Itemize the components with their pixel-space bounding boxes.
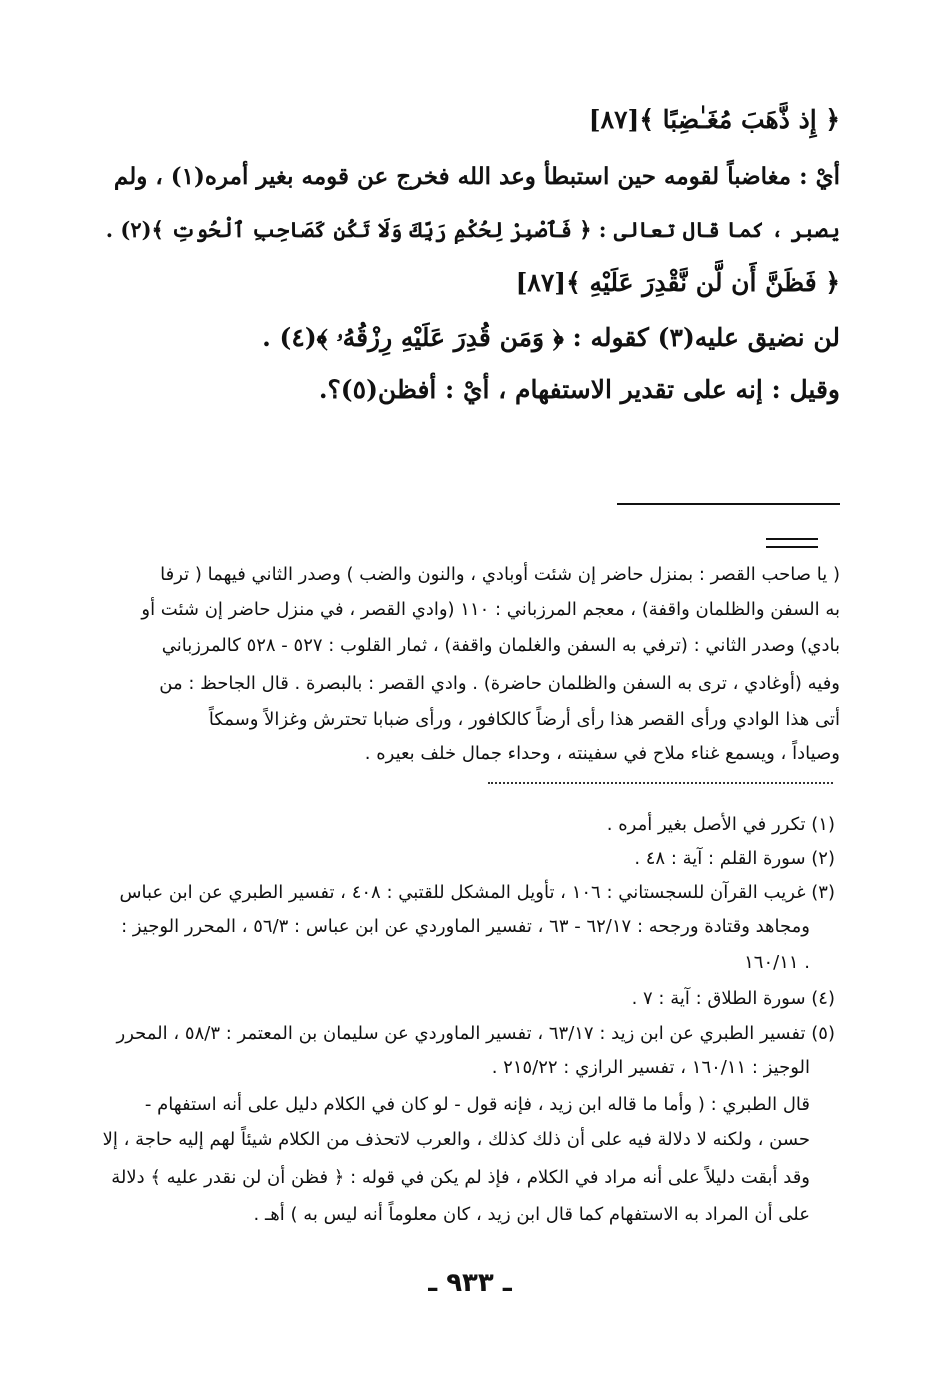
double-rule bbox=[766, 538, 818, 548]
footnote-4: (٤) سورة الطلاق : آية : ٧ . bbox=[631, 988, 835, 1009]
footnote-3-cont: ١٦٠/١١ . bbox=[744, 952, 810, 973]
context-line: وفيه (أوغادي ، ترى به السفن والظلمان حاضرة) . وادي القصر : بالبصرة . قال الجاحظ : من bbox=[159, 673, 840, 694]
footnote-1: (١) تكرر في الأصل بغير أمره . bbox=[606, 814, 835, 835]
main-text-line: لن نضيق عليه(٣) كقوله : ﴿ وَمَن قُدِرَ عَلَيْهِ رِزْقُهُۥ ﴾(٤) . bbox=[262, 323, 840, 352]
footnote-5: (٥) تفسير الطبري عن ابن زيد : ٦٣/١٧ ، تفسير الماوردي عن سليمان بن المعتمر : ٥٨/٣ ، المحرر bbox=[116, 1023, 835, 1044]
main-text-line: يصبر ، كما قال تعالى : ﴿ فَٱصْبِرْ لِحُكْمِ رَبِّكَ وَلَا تَكُن كَصَاحِبِ ٱلْحُوتِ ﴾(٢) . bbox=[105, 217, 840, 242]
context-line: به السفن والظلمان واقفة) ، معجم المرزباني : ١١٠ (وادي القصر ، في منزل حاضر إن شئت أو bbox=[141, 599, 840, 620]
main-text-line: وقيل : إنه على تقدير الاستفهام ، أيْ : أفظن(٥)؟. bbox=[318, 375, 840, 404]
footnote-3-cont: ومجاهد وقتادة ورجحه : ٦٢/١٧ - ٦٣ ، تفسير الماوردي عن ابن عباس : ٥٦/٣ ، المحرر الوجيز : bbox=[121, 916, 810, 937]
footnote-5-quote: قال الطبري : ( وأما ما قاله ابن زيد ، فإنه قول - لو كان في الكلام دليل على أنه استفهام - bbox=[144, 1094, 810, 1115]
main-text-line: أيْ : مغاضباً لقومه حين استبطأ وعد الله فخرج عن قومه بغير أمره(١) ، ولم bbox=[113, 163, 840, 190]
context-line: بادي) وصدر الثاني : (ترفي به السفن والغلمان واقفة) ، ثمار القلوب : ٥٢٧ - ٥٢٨ كالمرزباني bbox=[161, 635, 840, 656]
context-line: أتى هذا الوادي ورأى القصر هذا رأى أرضاً كالكافور ، ورأى ضبابا تحترش وغزالاً وسمكاً bbox=[208, 709, 840, 730]
context-line: وصياداً ، ويسمع غناء ملاح في سفينته ، وحداء جمال خلف بعيره . bbox=[364, 743, 840, 764]
page-number: ـ ٩٣٣ ـ bbox=[428, 1268, 512, 1298]
footnote-separator bbox=[617, 503, 840, 505]
footnote-5-quote: حسن ، ولكنه لا دلالة فيه على أن ذلك كذلك ، والعرب لاتحذف من الكلام شيئاً لهم إليه حاجة ، إلا bbox=[102, 1129, 810, 1150]
dotted-divider bbox=[488, 782, 833, 784]
verse-heading-1: ﴿ إِذ ذَّهَبَ مُغَـٰضِبًا ﴾[٨٧] bbox=[588, 105, 840, 134]
footnote-5-cont: الوجيز : ١٦٠/١١ ، تفسير الرازي : ٢١٥/٢٢ . bbox=[491, 1057, 810, 1078]
footnote-2: (٢) سورة القلم : آية : ٤٨ . bbox=[634, 848, 835, 869]
verse-heading-2: ﴿ فَظَنَّ أَن لَّن نَّقْدِرَ عَلَيْهِ ﴾[٨٧] bbox=[515, 268, 840, 297]
footnote-5-quote: وقد أبقت دليلاً على أنه مراد في الكلام ، فإذ لم يكن في قوله : ﴿ فظن أن لن نقدر عليه ﴾ دلالة bbox=[111, 1167, 810, 1188]
footnote-5-quote: على أن المراد به الاستفهام كما قال ابن زيد ، كان معلوماً أنه ليس به ) أهـ . bbox=[253, 1204, 810, 1225]
footnote-3: (٣) غريب القرآن للسجستاني : ١٠٦ ، تأويل المشكل للقتبي : ٤٠٨ ، تفسير الطبري عن ابن عباس bbox=[119, 882, 835, 903]
context-line: ( يا صاحب القصر : بمنزل حاضر إن شئت أوبادي ، والنون والضب ) وصدر الثاني فيهما ( ترفا bbox=[160, 564, 840, 585]
